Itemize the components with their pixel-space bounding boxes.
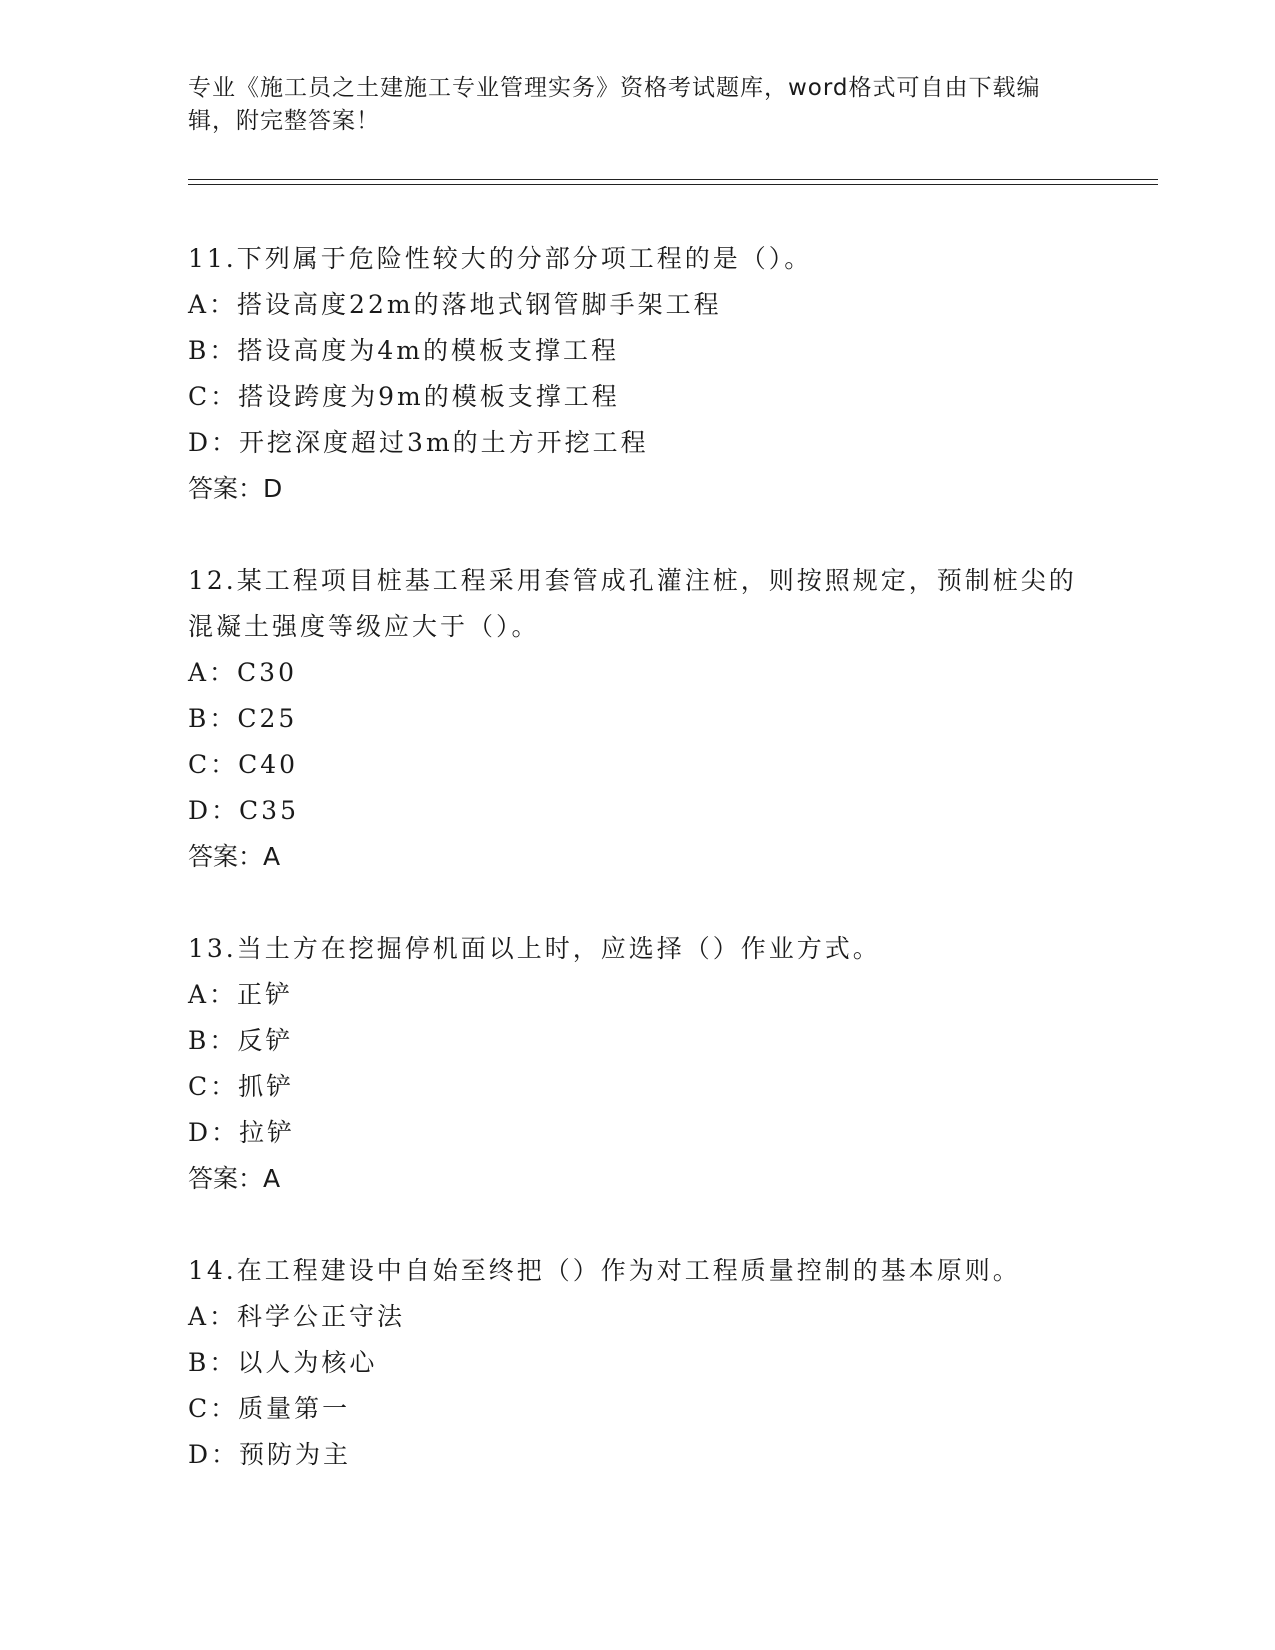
option-d: D：拉铲 — [188, 1118, 296, 1147]
option-c: C：质量第一 — [188, 1394, 351, 1423]
option-a: A：C30 — [188, 658, 297, 687]
option-a: A：搭设高度22m的落地式钢管脚手架工程 — [188, 290, 722, 319]
header-rule-bottom — [188, 184, 1158, 185]
option-c: C：搭设跨度为9m的模板支撑工程 — [188, 382, 620, 411]
question-11 — [188, 236, 1088, 512]
option-b: B：搭设高度为4m的模板支撑工程 — [188, 336, 619, 365]
option-d: D：预防为主 — [188, 1440, 352, 1469]
document-header: 专业《施工员之土建施工专业管理实务》资格考试题库，word格式可自由下载编辑，附完整答案！ — [188, 75, 1041, 134]
option-b: B：反铲 — [188, 1026, 294, 1055]
question-stem: 13.当土方在挖掘停机面以上时，应选择（）作业方式。 — [188, 934, 881, 963]
question-stem: 11.下列属于危险性较大的分部分项工程的是（）。 — [188, 244, 813, 273]
answer: 答案：A — [188, 842, 281, 871]
question-list — [188, 236, 1088, 1524]
option-a: A：正铲 — [188, 980, 294, 1009]
option-b: B：C25 — [188, 704, 298, 733]
option-c: C：抓铲 — [188, 1072, 295, 1101]
option-c: C：C40 — [188, 750, 299, 779]
option-b: B：以人为核心 — [188, 1348, 378, 1377]
question-stem: 14.在工程建设中自始至终把（）作为对工程质量控制的基本原则。 — [188, 1256, 1021, 1285]
question-stem: 12.某工程项目桩基工程采用套管成孔灌注桩，则按照规定，预制桩尖的混凝土强度等级应大于（）。 — [188, 566, 1077, 641]
option-d: D：开挖深度超过3m的土方开挖工程 — [188, 428, 649, 457]
answer: 答案：A — [188, 1164, 281, 1193]
question-13 — [188, 926, 1088, 1202]
option-a: A：科学公正守法 — [188, 1302, 406, 1331]
question-12 — [188, 558, 1088, 880]
option-d: D：C35 — [188, 796, 299, 825]
header-rule-top — [188, 179, 1158, 180]
question-14 — [188, 1248, 1088, 1478]
answer: 答案：D — [188, 474, 283, 503]
